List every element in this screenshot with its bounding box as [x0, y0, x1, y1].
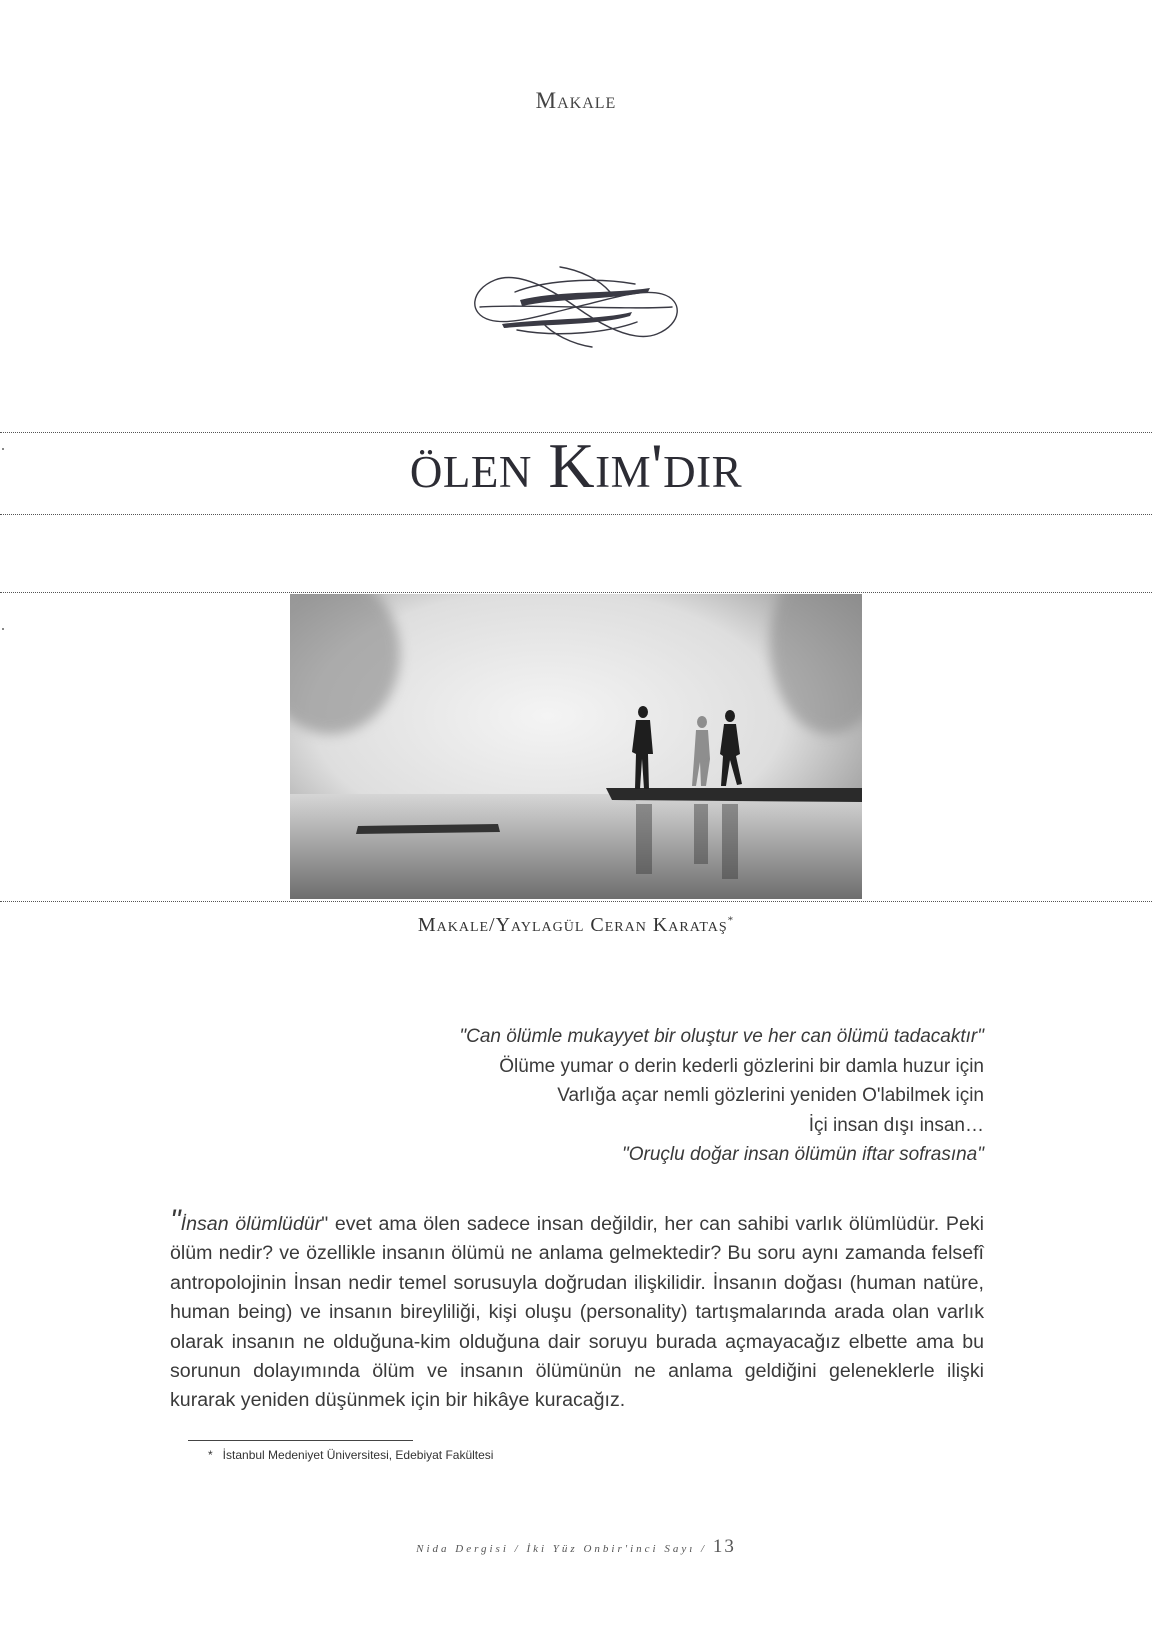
photo-rule-top — [0, 592, 1152, 593]
footnote-text: İstanbul Medeniyet Üniversitesi, Edebiyat Fakültesi — [222, 1448, 494, 1462]
footnote — [208, 1448, 493, 1462]
body-text: " evet ama ölen sadece insan değildir, her can sahibi varlık ölümlüdür. Peki ölüm nedir? ve özellikle insanın ölümü ne anlama gelmektedir? Bu soru aynı zamanda felsefî antropolojinin İnsan nedir temel sorusuyla doğrudan ilişkilidir. İnsanın doğası (human natüre, human being) ve insanın bireyliliği, kişi oluşu (personality) tartışmalarında arada olan varlık olarak insanın ne olduğuna-kim olduğuna dair soruyu burada açmayacağız elbette ama bu sorunun dolayımında ölüm ve insanın ölümünün ne anlama geldiğini geleneklerle ilişki kurarak yeniden düşünmek için bir hikâye kuracağız. — [170, 1213, 984, 1412]
article-title: ölen Kim'dir — [409, 430, 743, 501]
epigraph-line: "Can ölümle mukayyet bir oluştur ve her can ölümü tadacaktır" — [459, 1026, 984, 1047]
journal-name: Nida Dergisi / İki Yüz Onbir'inci Sayı / — [416, 1543, 708, 1555]
page-footer — [0, 1536, 1152, 1558]
epigraph-line: İçi insan dışı insan… — [808, 1114, 984, 1136]
footnote-rule — [188, 1440, 413, 1441]
byline-text: Makale/Yaylagül Ceran Karataş — [417, 914, 728, 936]
epigraph-line: "Oruçlu doğar insan ölümün iftar sofrasına" — [621, 1144, 984, 1165]
epigraph — [459, 1022, 984, 1170]
lead-quote-mark: " — [170, 1204, 181, 1237]
body-paragraph — [170, 1204, 984, 1416]
article-byline — [0, 914, 1152, 937]
lead-italic-phrase: İnsan ölümlüdür — [180, 1213, 322, 1235]
foggy-figures-photo — [290, 594, 862, 899]
section-label: Makale — [535, 88, 617, 113]
page-number: 13 — [712, 1536, 736, 1557]
epigraph-line: Ölüme yumar o derin kederli gözlerini bir damla huzur için — [499, 1055, 984, 1077]
footnote-reference: * — [727, 914, 735, 927]
photo-rule-bottom — [0, 901, 1152, 902]
flourish-ornament-icon — [460, 262, 692, 352]
epigraph-line: Varlığa açar nemli gözlerini yeniden O'labilmek için — [557, 1085, 984, 1106]
edge-mark — [2, 628, 4, 630]
footnote-mark: * — [208, 1448, 213, 1462]
title-rule-bottom — [0, 514, 1152, 515]
